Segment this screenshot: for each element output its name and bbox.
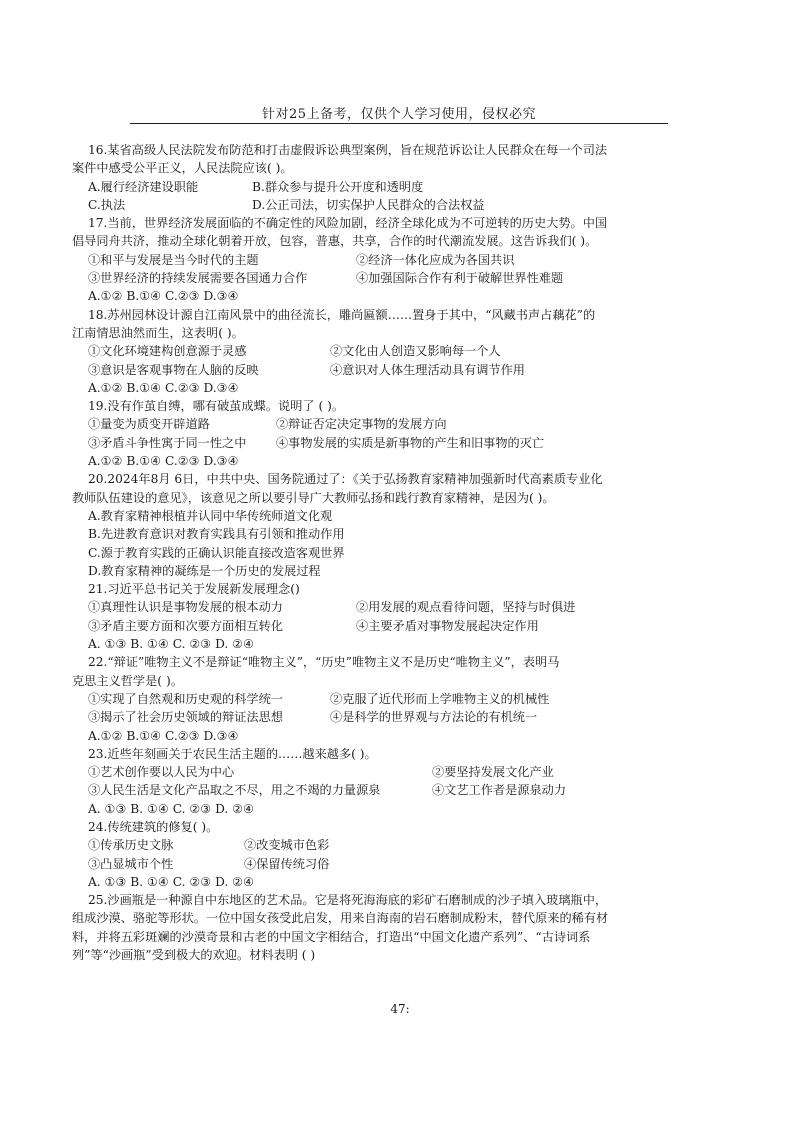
question-16-stem-2: 案件中感受公平正义，人民法院应该( )。 xyxy=(72,161,293,176)
question-20-stem-1: 20.2024年8月 6日，中共中央、国务院通过了：《关于弘扬教育家精神加强新时代高素质专业化 xyxy=(88,472,603,487)
question-20-option-c: C.源于教育实践的正确认识能直接改造客观世界 xyxy=(88,545,345,560)
question-17-option-4: ④加强国际合作有利于破解世界性难题 xyxy=(356,271,564,286)
question-16-options-row-1 xyxy=(88,178,668,196)
question-17-stem-1: 17.当前，世界经济发展面临的不确定性的风险加剧，经济全球化成为不可逆转的历史大势。中国 xyxy=(88,216,608,231)
question-18-option-3: ③意识是客观事物在人脑的反映 xyxy=(88,362,259,377)
question-17-option-3: ③世界经济的持续发展需要各国通力合作 xyxy=(88,271,308,286)
question-22-option-2: ②克服了近代形而上学唯物主义的机械性 xyxy=(330,691,550,706)
question-20-option-d: D.教育家精神的凝练是一个历史的发展过程 xyxy=(88,563,321,578)
question-16-options-row-2 xyxy=(88,196,668,214)
question-20-stem-2: 教师队伍建设的意见》，该意见之所以要引导广大教师弘扬和践行教育家精神，是因为( )。 xyxy=(72,490,555,505)
question-16-option-c: C.执法 xyxy=(88,197,126,212)
question-24-stem-1: 24.传统建筑的修复( )。 xyxy=(88,819,219,834)
question-23-option-2: ②要坚持发展文化产业 xyxy=(432,765,554,780)
question-22-choices: A.①② B.①④ C.②③ D.③④ xyxy=(88,728,239,743)
question-18-stem-2: 江南情思油然而生，这表明( )。 xyxy=(72,325,244,340)
question-20-option-b: B.先进教育意识对教育实践具有引领和推动作用 xyxy=(88,527,345,542)
question-18-options-row-1 xyxy=(88,342,668,360)
question-19-option-1: ①量变为质变开辟道路 xyxy=(88,417,210,432)
question-16-option-a: A.履行经济建设职能 xyxy=(88,179,199,194)
question-23-option-1: ①艺术创作要以人民为中心 xyxy=(88,765,235,780)
question-20-option-a: A.教育家精神根植并认同中华传统师道文化观 xyxy=(88,508,333,523)
question-24-options-row-1 xyxy=(88,836,668,854)
question-17-stem-2: 倡导同舟共济，推动全球化朝着开放，包容，普惠，共享，合作的时代潮流发展。这告诉我们( )。 xyxy=(72,234,598,249)
question-23-options-row-2 xyxy=(88,781,668,799)
question-19-option-3: ③矛盾斗争性寓于同一性之中 xyxy=(88,435,247,450)
page-header: 针对25上备考，仅供个人学习使用，侵权必究 xyxy=(261,107,537,122)
question-21-choices: A. ①③ B. ①④ C. ②③ D. ②④ xyxy=(88,637,255,652)
question-18-stem-1: 18.苏州园林设计源自江南风景中的曲径流长，雕尚匾额……置身于其中，“风藏书声占藕花”的 xyxy=(88,307,596,322)
header-rule xyxy=(130,123,668,124)
question-17-options-row-1 xyxy=(88,251,668,269)
question-16-stem-1: 16.某省高级人民法院发布防范和打击虚假诉讼典型案例，旨在规范诉讼让人民群众在每一个司法 xyxy=(88,143,608,157)
question-17-options-row-2 xyxy=(88,269,668,287)
question-16-option-b: B.群众参与提升公开度和透明度 xyxy=(252,179,424,194)
question-23-choices: A. ①③ B. ①④ C. ②③ D. ②④ xyxy=(88,801,255,816)
question-19-option-2: ②辩证否定决定事物的发展方向 xyxy=(276,417,447,432)
question-22-stem-2: 克思主义哲学是( )。 xyxy=(72,673,183,688)
question-18-option-2: ②文化由人创造又影响每一个人 xyxy=(330,344,501,359)
question-19-stem-1: 19.没有作茧自缚，哪有破茧成蝶。说明了 ( )。 xyxy=(88,399,345,414)
question-22-option-1: ①实现了自然观和历史观的科学统一 xyxy=(88,691,283,706)
question-17-option-2: ②经济一体化应成为各国共识 xyxy=(356,252,515,267)
question-21-option-3: ③矛盾主要方面和次要方面相互转化 xyxy=(88,618,283,633)
question-16-option-d: D.公正司法，切实保护人民群众的合法权益 xyxy=(252,197,485,212)
question-25-stem-4: 列”等“沙画瓶”受到极大的欢迎。材料表明 ( ) xyxy=(72,948,316,963)
question-25-stem-1: 25.沙画瓶是一种源自中东地区的艺术品。它是将死海海底的彩矿石磨制成的沙子填入玻璃瓶中， xyxy=(88,893,608,908)
question-22-option-4: ④是科学的世界观与方法论的有机统一 xyxy=(330,710,538,725)
question-24-option-1: ①传承历史文脉 xyxy=(88,838,174,853)
question-19-options-row-1 xyxy=(88,415,668,433)
question-21-options-row-2 xyxy=(88,617,668,635)
question-23-options-row-1 xyxy=(88,763,668,781)
document-body xyxy=(72,141,668,964)
question-22-options-row-1 xyxy=(88,690,668,708)
question-25-stem-2: 组成沙漠、骆驼等形状。一位中国女孩受此启发，用来自海南的岩石磨制成粉末，替代原来的稀有材 xyxy=(72,911,609,926)
question-22-option-3: ③揭示了社会历史领域的辩证法思想 xyxy=(88,710,283,725)
question-21-options-row-1 xyxy=(88,598,668,616)
question-23-option-3: ③人民生活是文化产品取之不尽，用之不竭的力量源泉 xyxy=(88,783,381,798)
question-21-stem-1: 21.习近平总书记关于发展新发展理念() xyxy=(88,582,300,597)
question-22-stem-1: 22.“辩证”唯物主义不是辩证“唯物主义”，“历史”唯物主义不是历史“唯物主义”，表明马 xyxy=(88,655,560,670)
question-19-option-4: ④事物发展的实质是新事物的产生和旧事物的灭亡 xyxy=(276,435,545,450)
question-18-option-4: ④意识对人体生理活动具有调节作用 xyxy=(330,362,525,377)
question-19-options-row-2 xyxy=(88,434,668,452)
question-24-option-2: ②改变城市色彩 xyxy=(244,838,330,853)
question-24-choices: A. ①③ B. ①④ C. ②③ D. ②④ xyxy=(88,874,255,889)
page-number: 47: xyxy=(390,1002,410,1016)
question-24-option-3: ③凸显城市个性 xyxy=(88,856,174,871)
question-23-option-4: ④文艺工作者是源泉动力 xyxy=(432,783,567,798)
question-18-options-row-2 xyxy=(88,361,668,379)
question-21-option-2: ②用发展的观点看待问题，坚持与时俱进 xyxy=(356,600,576,615)
question-17-option-1: ①和平与发展是当今时代的主题 xyxy=(88,252,259,267)
question-24-options-row-2 xyxy=(88,855,668,873)
question-24-option-4: ④保留传统习俗 xyxy=(244,856,330,871)
question-17-choices: A.①② B.①④ C.②③ D.③④ xyxy=(88,289,239,304)
question-23-stem-1: 23.近些年刻画关于农民生活主题的……越来越多( )。 xyxy=(88,746,377,761)
question-21-option-4: ④主要矛盾对事物发展起决定作用 xyxy=(356,618,539,633)
question-18-choices: A.①② B.①④ C.②③ D.③④ xyxy=(88,380,239,395)
question-25-stem-3: 料，并将五彩斑斓的沙漠奇景和古老的中国文字相结合，打造出“中国文化遗产系列”、“古诗词系 xyxy=(72,929,591,944)
question-22-options-row-2 xyxy=(88,708,668,726)
question-19-choices: A.①② B.①④ C.②③ D.③④ xyxy=(88,454,239,469)
question-21-option-1: ①真理性认识是事物发展的根本动力 xyxy=(88,600,283,615)
question-18-option-1: ①文化环境建构创意源于灵感 xyxy=(88,344,247,359)
